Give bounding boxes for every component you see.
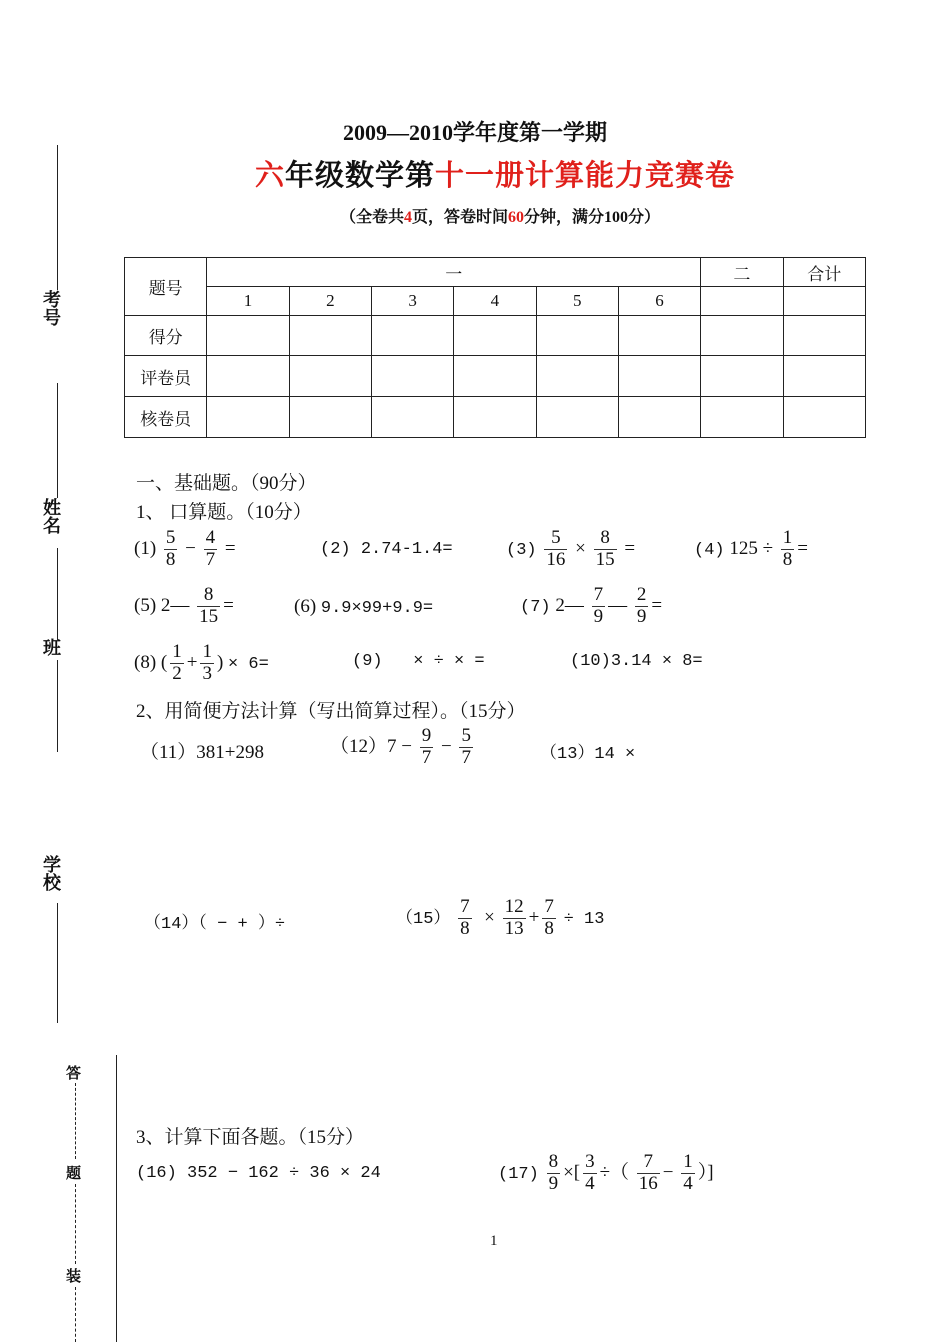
problem-17: (17) $\frac{8}{9}$ ×[ $\frac{3}{4}$ ÷（ $\frac{7}{16}$ − $\frac{1}{4}$ ）]	[498, 1151, 714, 1194]
problem-9	[352, 652, 485, 671]
label-17: (17)	[498, 1164, 539, 1184]
title-tail: 十一册计算能力竞赛卷	[435, 160, 736, 192]
paper-title	[0, 153, 950, 194]
problem-12: （12）7 − $\frac{9}{7}$ − $\frac{5}{7}$	[330, 725, 471, 768]
exam-no-label: 考号	[41, 290, 61, 326]
note-minutes: 60	[508, 209, 524, 226]
fraction: $\frac{12}{13}$	[504, 896, 524, 939]
row-label-score: 得分	[125, 316, 207, 356]
section1-title: 一、基础题。（90分）	[136, 473, 317, 494]
col-header: 3	[371, 287, 453, 316]
problem-8: (8) ( $\frac{1}{2}$ + $\frac{1}{3}$ ) × 6=	[134, 641, 269, 684]
school-label: 学校	[41, 855, 61, 891]
label-6: (6)	[294, 596, 317, 617]
problem-14: （14）（ − + ）÷	[144, 915, 286, 934]
q1-title: 1、 口算题。（10分）	[136, 502, 312, 523]
fraction: $\frac{1}{3}$	[202, 641, 212, 684]
score-cell[interactable]	[207, 316, 289, 356]
note-part-a: （全卷共	[339, 209, 404, 226]
seal-dash-1	[75, 1083, 76, 1159]
tihao-cell: 题号	[125, 258, 207, 316]
score-cell[interactable]	[289, 316, 371, 356]
empty-cell	[783, 287, 865, 316]
col-header: 2	[289, 287, 371, 316]
expr-12: （12）7 −	[330, 735, 412, 757]
grader-cell[interactable]	[701, 356, 783, 397]
grader-cell[interactable]	[783, 356, 865, 397]
grader-cell[interactable]	[371, 356, 453, 397]
expr-7: 2—	[555, 594, 584, 616]
problem-15: （15） $\frac{7}{8}$ × $\frac{12}{13}$ + $\frac{7}{8}$ ÷ 13	[396, 896, 605, 939]
expr-4: 125 ÷	[729, 537, 774, 559]
checker-cell[interactable]	[783, 397, 865, 438]
note-part-c: 分钟，满分100分）	[524, 209, 661, 226]
year-line: 2009—2010学年度第一学期	[342, 120, 607, 145]
score-cell[interactable]	[371, 316, 453, 356]
problem-4: (4) 125 ÷ $\frac{1}{8}$ =	[694, 527, 809, 570]
seal-solid-line	[116, 1055, 117, 1342]
fraction: $\frac{7}{8}$	[544, 896, 554, 939]
label-9: (9)	[352, 652, 383, 671]
page-number: 1	[490, 1233, 498, 1249]
problem-11: （11）381+298	[140, 742, 265, 763]
checker-cell[interactable]	[454, 397, 536, 438]
col-header: 5	[536, 287, 618, 316]
label-3: (3)	[506, 540, 537, 560]
label-8: (8)	[134, 651, 157, 673]
fraction: $\frac{3}{4}$	[585, 1151, 595, 1194]
checker-cell[interactable]	[289, 397, 371, 438]
label-10: (10)	[570, 652, 611, 671]
label-4: (4)	[694, 540, 725, 560]
fraction: $\frac{5}{7}$	[461, 725, 471, 768]
school-line	[57, 903, 58, 1023]
fraction: $\frac{5}{16}$	[546, 527, 566, 570]
expr-6: 9.9×99+9.9=	[320, 599, 434, 618]
total-header: 合计	[783, 258, 865, 287]
checker-cell[interactable]	[536, 397, 618, 438]
row-label-checker: 核卷员	[125, 397, 207, 438]
grader-cell[interactable]	[618, 356, 700, 397]
fraction: $\frac{2}{9}$	[636, 584, 647, 627]
expr-5: 2—	[160, 594, 190, 616]
empty-cell	[701, 287, 783, 316]
problem-16: (16) 352 − 162 ÷ 36 × 24	[136, 1164, 381, 1183]
problem-5: (5) 2— $\frac{8}{15}$ =	[134, 584, 234, 627]
grader-cell[interactable]	[289, 356, 371, 397]
label-5: (5)	[134, 594, 157, 616]
title-grade: 六	[254, 160, 285, 192]
paper-note	[0, 204, 950, 227]
label-15: （15）	[396, 909, 451, 929]
label-7: (7)	[520, 597, 551, 617]
checker-cell[interactable]	[207, 397, 289, 438]
part1-header: 一	[207, 258, 701, 287]
label-2: (2)	[320, 540, 351, 559]
fraction: $\frac{8}{15}$	[595, 527, 615, 570]
fraction: $\frac{1}{4}$	[683, 1151, 693, 1194]
fraction: $\frac{8}{15}$	[199, 584, 219, 627]
seal-char-2: 题	[66, 1166, 82, 1182]
row-label-grader: 评卷员	[125, 356, 207, 397]
checker-cell[interactable]	[701, 397, 783, 438]
score-table	[124, 257, 866, 438]
name-line	[57, 383, 58, 498]
exam-no-line	[57, 145, 58, 290]
score-cell[interactable]	[536, 316, 618, 356]
problem-7: (7) 2— $\frac{7}{9}$ — $\frac{2}{9}$ =	[520, 584, 663, 627]
name-label: 姓名	[41, 498, 61, 534]
grader-cell[interactable]	[207, 356, 289, 397]
class-label: 班	[41, 638, 61, 656]
problem-10	[570, 652, 703, 671]
title-mid: 年级数学第	[284, 160, 435, 192]
part2-header: 二	[701, 258, 783, 287]
expr-8: × 6=	[228, 654, 269, 674]
grader-cell[interactable]	[454, 356, 536, 397]
score-cell[interactable]	[618, 316, 700, 356]
fraction: $\frac{4}{7}$	[205, 527, 216, 570]
fraction: $\frac{5}{8}$	[165, 527, 176, 570]
grader-cell[interactable]	[536, 356, 618, 397]
fraction: $\frac{8}{9}$	[548, 1151, 559, 1194]
col-header: 6	[618, 287, 700, 316]
note-part-b: 页，答卷时间	[411, 209, 508, 226]
class-bottom-line	[57, 660, 58, 752]
seal-dash-3	[75, 1287, 76, 1342]
label-1: (1)	[134, 537, 157, 559]
checker-cell[interactable]	[371, 397, 453, 438]
problem-3: (3) $\frac{5}{16}$ × $\frac{8}{15}$ =	[506, 527, 636, 570]
problem-6	[294, 596, 433, 618]
problem-2	[320, 540, 453, 559]
fraction: $\frac{7}{8}$	[460, 896, 470, 939]
expr-9: × ÷ × =	[413, 652, 485, 671]
fraction: $\frac{7}{16}$	[638, 1151, 658, 1194]
expr-2: 2.74-1.4=	[360, 540, 453, 559]
seal-char-1: 答	[66, 1066, 82, 1082]
expr-15: ÷ 13	[563, 909, 605, 929]
score-cell[interactable]	[701, 316, 783, 356]
note-pages: 4	[403, 209, 412, 226]
col-header: 1	[207, 287, 289, 316]
q2-title: 2、用简便方法计算（写出简算过程）。（15分）	[136, 701, 526, 722]
q3-title: 3、计算下面各题。（15分）	[136, 1127, 365, 1148]
fraction: $\frac{1}{2}$	[172, 641, 182, 684]
score-cell[interactable]	[783, 316, 865, 356]
problem-13: （13）14 ×	[540, 745, 636, 764]
fraction: $\frac{1}{8}$	[782, 527, 793, 570]
score-cell[interactable]	[454, 316, 536, 356]
seal-dash-2	[75, 1184, 76, 1264]
fraction: $\frac{7}{9}$	[593, 584, 604, 627]
checker-cell[interactable]	[618, 397, 700, 438]
class-top-line	[57, 548, 58, 640]
fraction: $\frac{9}{7}$	[421, 725, 432, 768]
col-header: 4	[454, 287, 536, 316]
expr-10: 3.14 × 8=	[610, 652, 703, 671]
problem-1: (1) $\frac{5}{8}$ − $\frac{4}{7}$ =	[134, 527, 236, 570]
seal-char-3: 装	[66, 1269, 82, 1285]
